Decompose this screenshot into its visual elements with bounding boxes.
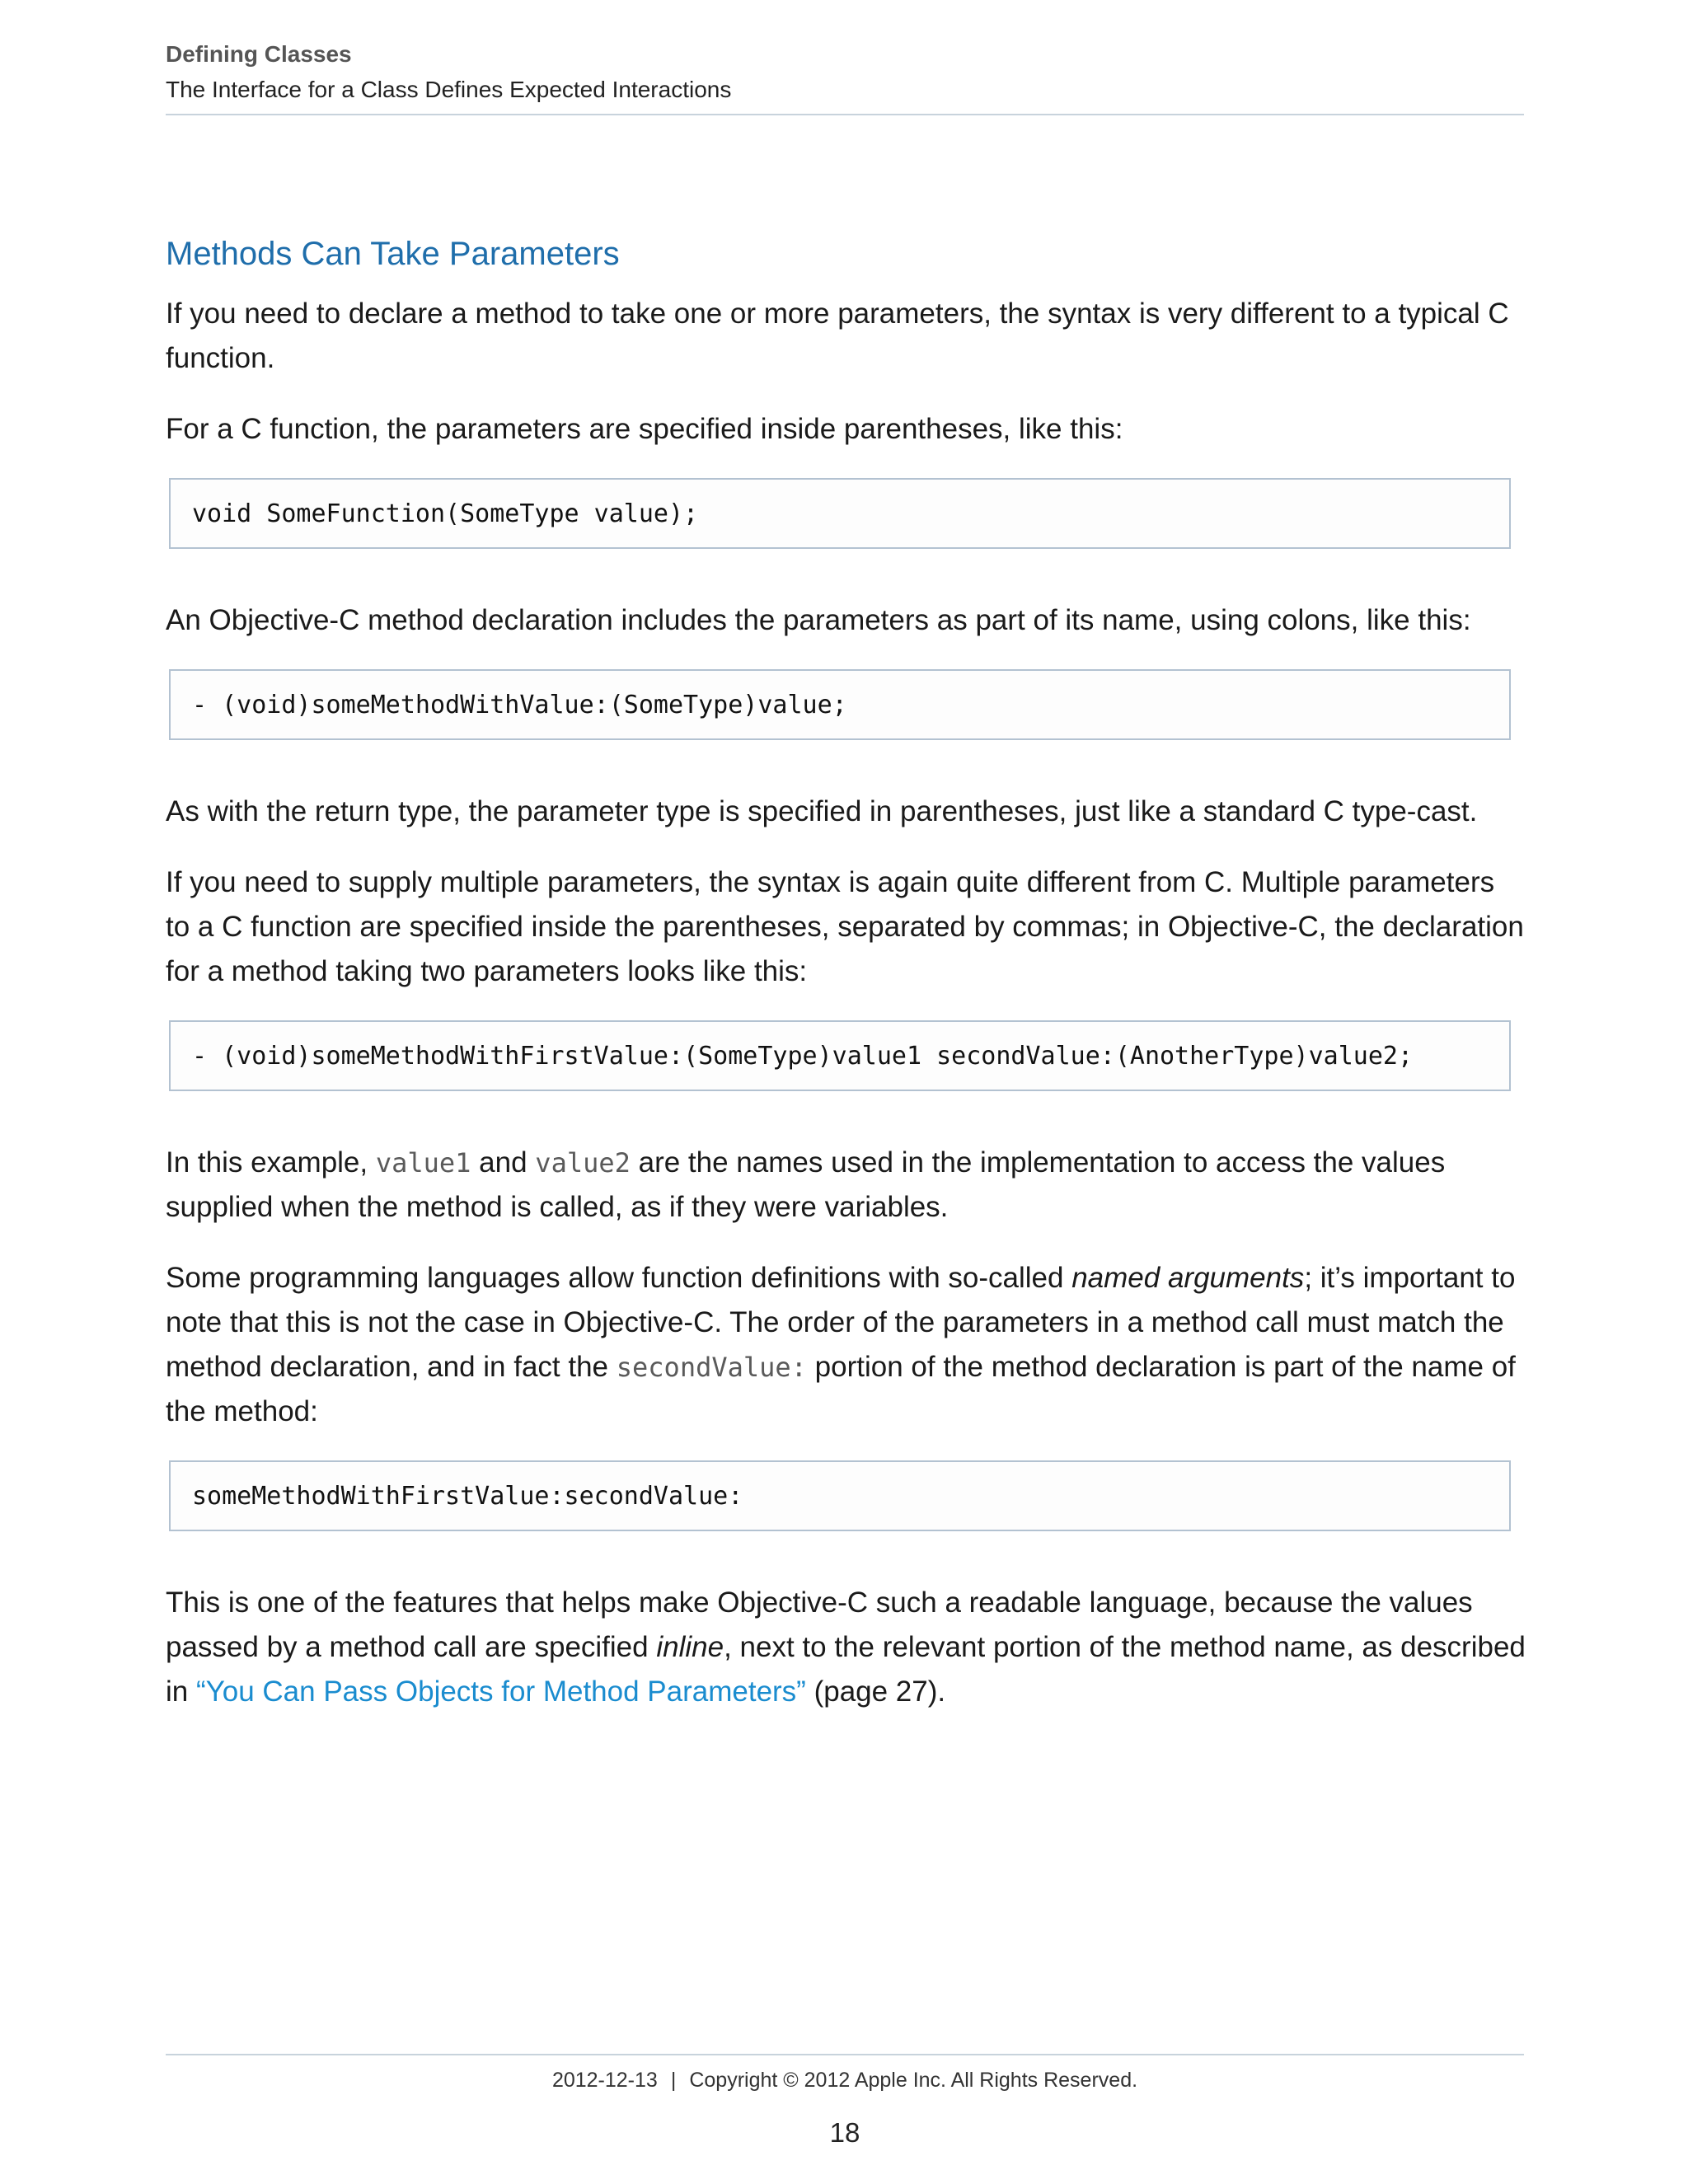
inline-code-second-value: secondValue: xyxy=(616,1352,807,1383)
footer-separator: | xyxy=(670,2069,677,2092)
running-header xyxy=(166,36,1524,107)
code-block-two-parameters: - (void)someMethodWithFirstValue:(SomeType)value1 secondValue:(AnotherType)value2; xyxy=(169,1020,1511,1091)
text-run: ; it’s important to note that this is not the case in Objective-C. The order of the parameters in a method call must match the method declaration, and in fact the xyxy=(166,1262,1516,1383)
emphasis-inline: inline xyxy=(656,1631,724,1663)
text-run: , next to the relevant portion of the method name, as described in xyxy=(166,1631,1526,1708)
code-block-method-name: someMethodWithFirstValue:secondValue: xyxy=(169,1460,1511,1531)
section-heading: Methods Can Take Parameters xyxy=(166,236,620,272)
footer-date: 2012-12-13 xyxy=(551,2069,658,2092)
cross-reference-link[interactable]: “You Can Pass Objects for Method Parameters” xyxy=(195,1675,806,1708)
emphasis-named-arguments: named arguments xyxy=(1071,1262,1305,1294)
section-title: The Interface for a Class Defines Expected Interactions xyxy=(166,77,732,102)
inline-code-value2: value2 xyxy=(535,1147,631,1179)
footer-divider xyxy=(166,2054,1524,2055)
page-number: 18 xyxy=(829,2117,860,2148)
footer-copyright: Copyright © 2012 Apple Inc. All Rights Reserved. xyxy=(689,2069,1138,2092)
text-run: In this example, xyxy=(166,1146,376,1179)
paragraph-example-values xyxy=(166,1141,1526,1230)
code-block-single-parameter: - (void)someMethodWithValue:(SomeType)value; xyxy=(169,669,1511,740)
text-run: (page 27). xyxy=(805,1675,946,1708)
paragraph-objc-declaration: An Objective-C method declaration includes the parameters as part of its name, using colons, like this: xyxy=(166,604,1471,636)
text-run: Some programming languages allow function definitions with so-called xyxy=(166,1262,1072,1294)
main-content xyxy=(166,227,1526,1741)
text-run: This is one of the features that helps make Objective-C such a readable language, because the values passed by a method call are specified xyxy=(166,1586,1473,1663)
paragraph-multiple-parameters: If you need to supply multiple parameters, the syntax is again quite different from C. Multiple parameters to a C function are specified inside the parentheses, separated by commas; in Objective-C, the declaration for a method taking two parameters looks like this: xyxy=(166,866,1524,987)
text-run: are the names used in the implementation to access the values supplied when the method is called, as if they were variables. xyxy=(166,1146,1446,1223)
chapter-title: Defining Classes xyxy=(166,41,352,67)
paragraph-intro: If you need to declare a method to take one or more parameters, the syntax is very different to a typical C function. xyxy=(166,298,1509,374)
inline-code-value1: value1 xyxy=(375,1147,471,1179)
header-divider xyxy=(166,114,1524,115)
paragraph-c-function: For a C function, the parameters are specified inside parentheses, like this: xyxy=(166,413,1123,445)
text-run: portion of the method declaration is part of the name of the method: xyxy=(166,1351,1516,1427)
paragraph-named-arguments xyxy=(166,1256,1526,1434)
page-footer xyxy=(166,2064,1524,2097)
paragraph-readable-language xyxy=(166,1581,1526,1714)
code-block-c-function: void SomeFunction(SomeType value); xyxy=(169,478,1511,549)
text-run: and xyxy=(471,1146,536,1179)
paragraph-return-type: As with the return type, the parameter type is specified in parentheses, just like a standard C type-cast. xyxy=(166,795,1478,827)
